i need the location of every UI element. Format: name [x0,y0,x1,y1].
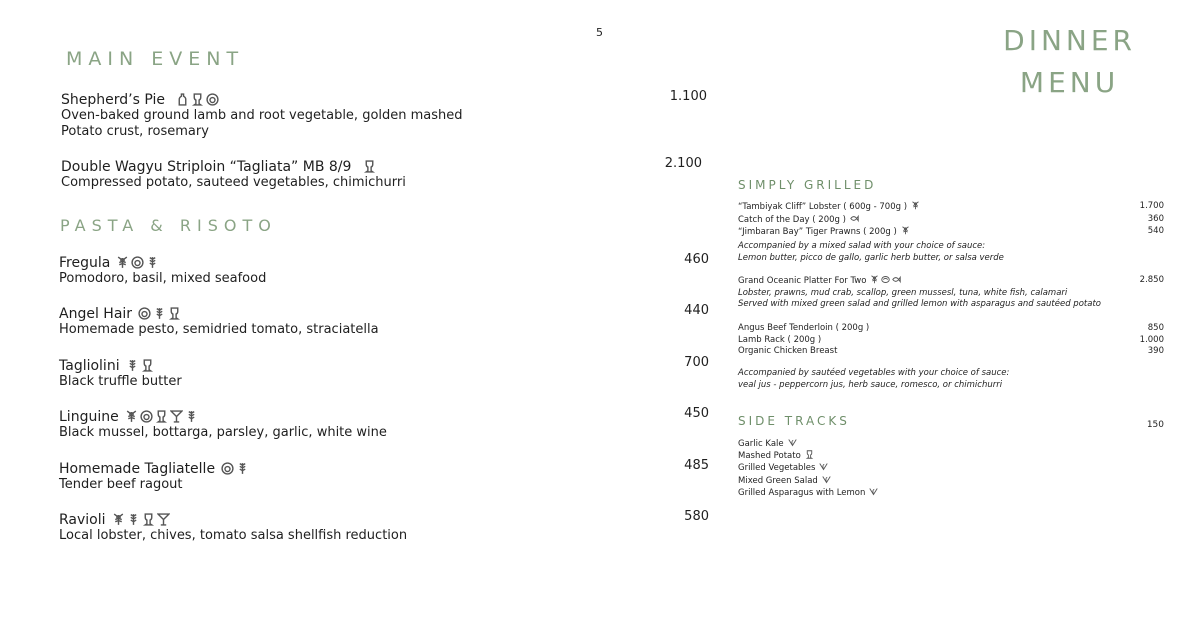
item-price: 2.850 [1139,275,1164,285]
glass-icon [191,93,204,106]
item-name: Fregula [59,255,111,271]
shellfish-icon [112,513,125,526]
item-name: Angel Hair [59,306,133,322]
glass-icon [155,410,168,423]
simply-grilled-heading: SIMPLY GRILLED [738,178,877,192]
egg-icon [138,307,151,320]
shellfish-icon [911,201,920,210]
list-item: Grilled Asparagus with Lemon [738,487,1164,499]
list-item: “Jimbaran Bay” Tiger Prawns ( 200g ) 540 [738,226,1164,237]
wheat-icon [185,410,198,423]
item-description: Pomodoro, basil, mixed seafood [59,271,267,286]
item-description: Tender beef ragout [59,477,183,492]
egg-icon [221,462,234,475]
shellfish-icon [116,256,129,269]
cocktail-icon [157,513,170,526]
list-item: Garlic Kale [738,438,1164,450]
list-item: Grilled Vegetables [738,462,1164,474]
list-item: Mixed Green Salad [738,475,1164,487]
item-description: Black mussel, bottarga, parsley, garlic, white wine [59,425,387,440]
shellfish-icon [901,226,910,235]
wheat-icon [153,307,166,320]
egg-icon [206,93,219,106]
vegan-icon [822,475,831,484]
list-item: “Tambiyak Cliff” Lobster ( 600g - 700g ) 1.700 [738,201,1164,212]
wheat-icon [146,256,159,269]
glass-icon [363,160,376,173]
shellfish-icon [125,410,138,423]
nut-icon [881,275,890,284]
list-item: Grand Oceanic Platter For Two 2.850 [738,275,1164,286]
menu-item [59,406,709,441]
item-description: Homemade pesto, semidried tomato, straciatella [59,322,379,337]
egg-icon [131,256,144,269]
grilled-note-2: Accompanied by sautéed vegetables with your choice of sauce: veal jus - peppercorn jus, herb sauce, romesco, or chimichurri [738,368,1010,390]
item-price: 580 [684,509,709,524]
item-price: 390 [1147,346,1164,356]
item-icons [176,93,219,106]
item-icons [870,275,901,284]
item-price: 1.000 [1139,334,1164,345]
shellfish-icon [870,275,879,284]
side-tracks-list [738,438,1164,499]
glass-icon [805,450,814,459]
list-item: Lamb Rack ( 200g ) 1.000 [738,334,1164,345]
wheat-icon [126,359,139,372]
item-name: Ravioli [59,512,106,528]
item-description-2: Potato crust, rosemary [61,124,209,139]
item-icons [911,201,920,210]
item-icons [805,450,814,459]
pasta-heading: PASTA & RISOTO [60,216,277,235]
menu-item [59,458,709,493]
item-name: Shepherd’s Pie [61,92,165,108]
menu-item [61,89,711,140]
side-tracks-heading: SIDE TRACKS [738,414,850,428]
item-icons [116,256,159,269]
item-description: Oven-baked ground lamb and root vegetable, golden mashed [61,108,463,123]
grilled-group-2 [738,323,1164,358]
item-icons [819,462,828,471]
item-price: 460 [684,252,709,267]
vegan-icon [869,487,878,496]
item-name: Tagliolini [59,358,120,374]
item-price: 485 [684,458,709,473]
item-price: 700 [684,355,709,370]
item-description: Compressed potato, sauteed vegetables, chimichurri [61,175,406,190]
item-icons [138,307,181,320]
menu-item [59,355,709,390]
list-item: Mashed Potato [738,450,1164,462]
item-icons [112,513,170,526]
cocktail-icon [170,410,183,423]
glass-icon [141,359,154,372]
grilled-note-1: Accompanied by a mixed salad with your choice of sauce: Lemon butter, picco de gallo, garlic herb butter, or salsa verde [738,241,1004,263]
platter-block: Grand Oceanic Platter For Two 2.850 Lobster, prawns, mud crab, scallop, green mussesl, tuna, white fish, calamari Served with mixed green salad and grilled lemon with asparagus and sautéed potato [738,275,1164,309]
item-icons [850,214,859,223]
main-event-heading: MAIN EVENT [66,48,245,70]
menu-item [59,509,709,544]
menu-item [59,252,709,287]
item-price: 850 [1147,323,1164,333]
bottle-icon [176,93,189,106]
item-icons [869,487,878,496]
egg-icon [140,410,153,423]
item-icons [125,410,198,423]
glass-icon [168,307,181,320]
item-icons [822,475,831,484]
fish-icon [850,214,859,223]
grilled-group-1 [738,201,1164,239]
item-icons [788,438,797,447]
wheat-icon [127,513,140,526]
item-icons [363,160,376,173]
item-icons [126,359,154,372]
side-tracks-price: 150 [1146,420,1164,430]
item-icons [221,462,249,475]
vegan-icon [788,438,797,447]
item-price: 360 [1147,213,1164,224]
item-name: Double Wagyu Striploin “Tagliata” MB 8/9 [61,159,352,175]
menu-item [61,156,711,191]
menu-item [59,303,709,338]
item-name: Linguine [59,409,119,425]
list-item: Organic Chicken Breast 390 [738,346,1164,356]
glass-icon [142,513,155,526]
item-icons [901,226,910,235]
item-price: 540 [1147,226,1164,236]
item-price: 1.700 [1139,201,1164,211]
item-description: Black truffle butter [59,374,182,389]
vegan-icon [819,462,828,471]
item-price: 2.100 [664,156,702,171]
title-line-2: MENU [1019,66,1120,99]
list-item: Angus Beef Tenderloin ( 200g ) 850 [738,323,1164,333]
item-price: 1.100 [669,89,707,104]
item-price: 450 [684,406,709,421]
title-line-1: DINNER [1003,24,1136,57]
dinner-menu-title [1003,20,1136,104]
item-description: Local lobster, chives, tomato salsa shellfish reduction [59,528,408,543]
wheat-icon [236,462,249,475]
list-item: Catch of the Day ( 200g ) 360 [738,213,1164,225]
fish-icon [892,275,901,284]
item-name: Homemade Tagliatelle [59,461,216,477]
page-number: 5 [596,26,603,39]
item-price: 440 [684,303,709,318]
